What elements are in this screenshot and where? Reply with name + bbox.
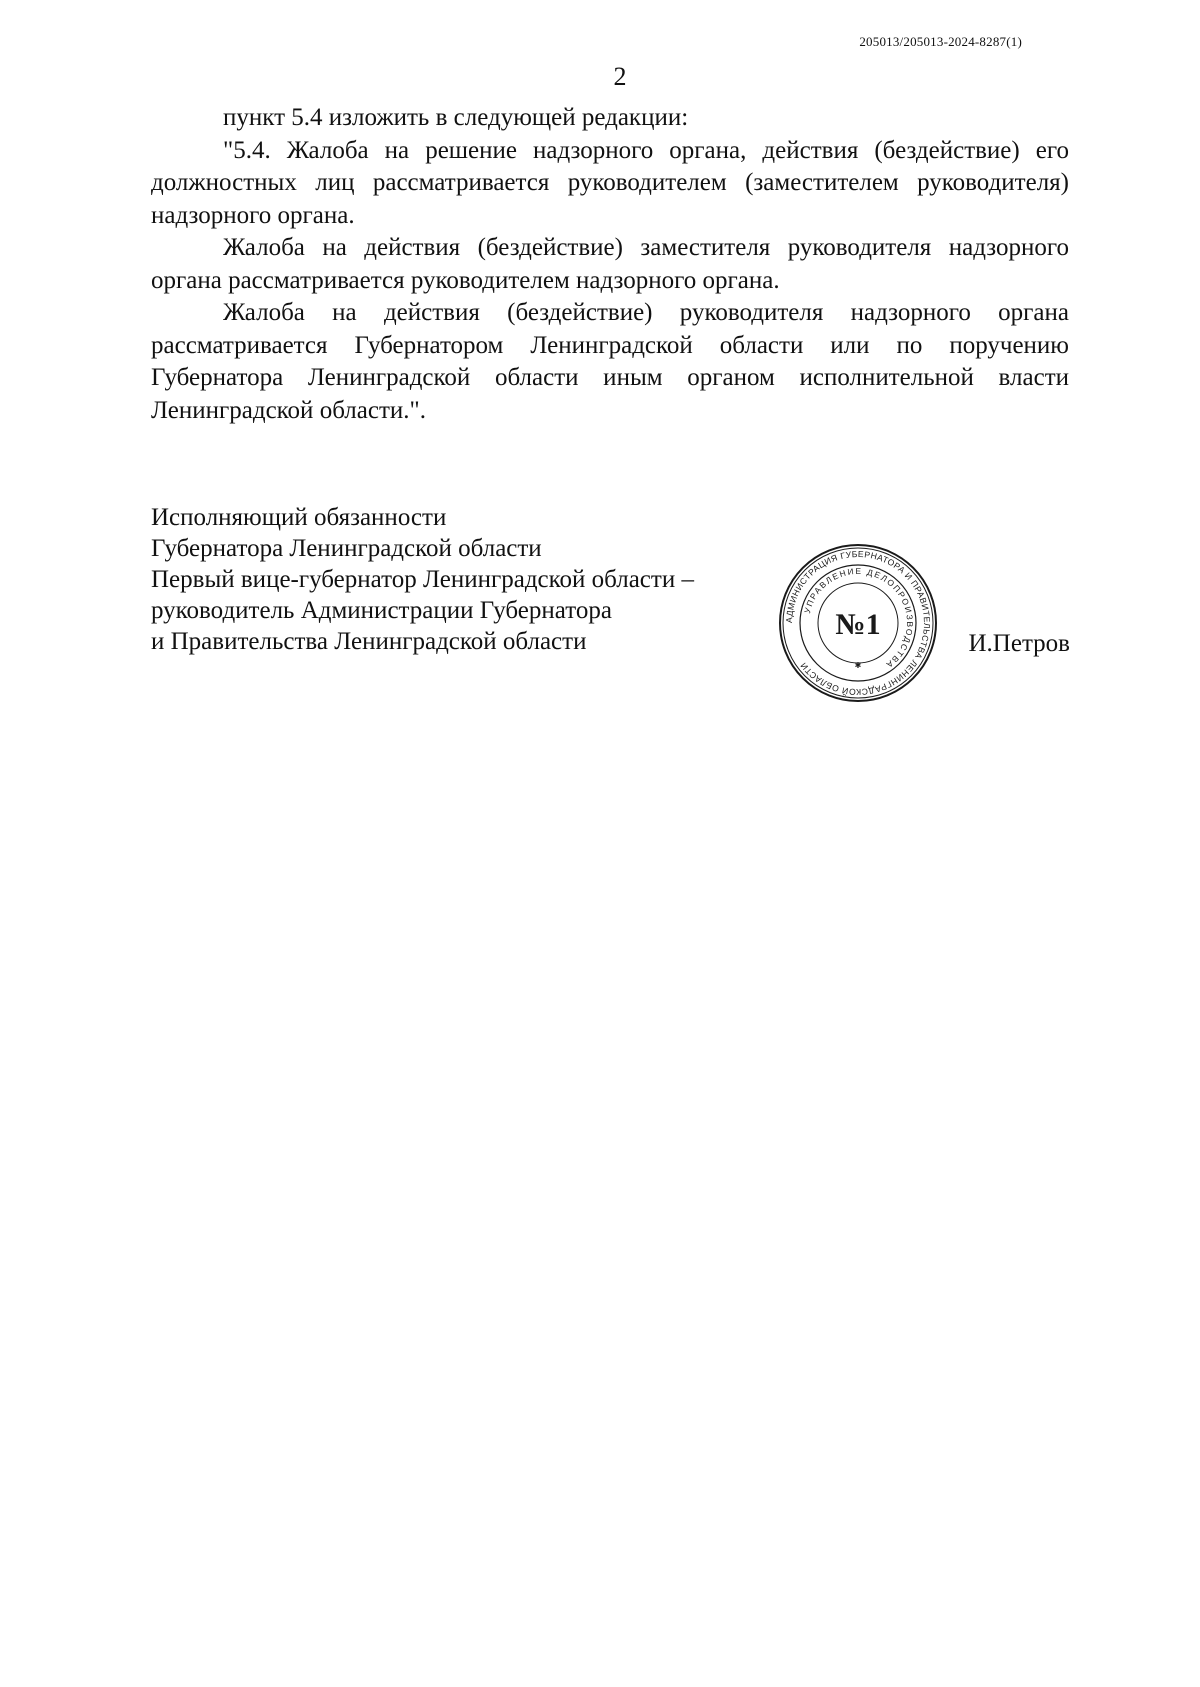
paragraph-intro: пункт 5.4 изложить в следующей редакции: xyxy=(223,104,689,131)
seal-outer-text: АДМИНИСТРАЦИЯ ГУБЕРНАТОРА И ПРАВИТЕЛЬСТВА ЛЕНИНГРАДСКОЙ ОБЛАСТИ xyxy=(783,548,933,698)
signature-line: Исполняющий обязанности xyxy=(151,504,447,531)
page-number: 2 xyxy=(613,62,627,91)
official-seal xyxy=(777,540,939,706)
signature-line: Губернатора Ленинградской области xyxy=(151,535,542,562)
signer-name: И.Петров xyxy=(968,630,1070,657)
paragraph-5-4: "5.4. Жалоба на решение надзорного органа, действия (бездействие) его должностных лиц рассматривается руководителем (заместителем руководителя) надзорного органа. xyxy=(151,136,1069,229)
signature-line: и Правительства Ленинградской области xyxy=(151,628,587,655)
signature-line: Первый вице-губернатор Ленинградской области – xyxy=(151,566,694,593)
signature-block xyxy=(151,502,694,657)
seal-inner-text: УПРАВЛЕНИЕ ДЕЛОПРОИЗВОДСТВА xyxy=(802,565,916,671)
seal-star-icon: ✱ xyxy=(854,661,862,670)
signature-line: руководитель Администрации Губернатора xyxy=(151,597,612,624)
paragraph-deputy-complaint: Жалоба на действия (бездействие) заместителя руководителя надзорного органа рассматривается руководителем надзорного органа. xyxy=(151,234,1069,294)
seal-center-text: №1 xyxy=(835,608,881,641)
document-id: 205013/205013-2024-8287(1) xyxy=(859,34,1022,49)
paragraph-head-complaint: Жалоба на действия (бездействие) руководителя надзорного органа рассматривается Губернатором Ленинградской области или по поручению Губернатора Ленинградской области иным органом исполнительной власти Ленинградской области.". xyxy=(151,299,1069,424)
document-body xyxy=(151,102,1069,427)
